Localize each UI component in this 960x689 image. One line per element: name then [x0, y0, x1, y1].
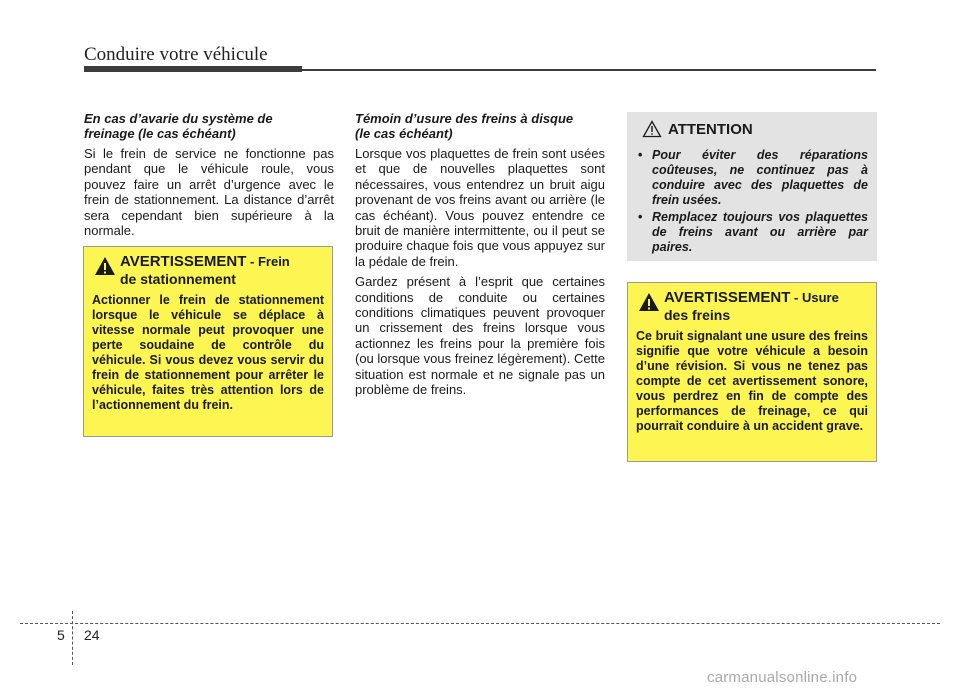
warning-title-sub-line2: de stationnement — [120, 271, 236, 287]
warning-text: Ce bruit signalant une usure des freins signifie que votre véhicule a besoin d’une révision. Si vous ne tenez pas compte de cet avertissement sonore, vous perdrez en fin de compte des performances de freinage, ce qui pourrait conduire à un accident grave. — [636, 329, 868, 433]
page-number: 24 — [84, 627, 100, 643]
warning-triangle-icon — [94, 256, 116, 276]
bullet: • — [638, 148, 643, 162]
body-paragraph: Gardez présent à l’esprit que certaines conditions de conduite ou certaines conditions climatiques peuvent provoquer un crissement des freins lorsque vous actionnez les freins pour la première fois (ou lorsque vous freinez légèrement). Cette situation est normale et ne signale pas un problème de freins. — [355, 274, 606, 398]
left-column — [84, 111, 334, 243]
warning-header — [92, 253, 324, 289]
attention-box — [627, 112, 877, 261]
warning-title-dash: - — [246, 254, 258, 269]
body-paragraph: Si le frein de service ne fonctionne pas pendant que le véhicule roule, vous pouvez faire un arrêt d’urgence avec le frein de stationnement. La distance d’arrêt sera cependant bien supérieure à la normale. — [84, 146, 334, 239]
list-item — [636, 210, 868, 255]
bullet: • — [638, 210, 643, 224]
attention-header — [636, 120, 868, 142]
section-heading-brake-wear — [355, 111, 605, 141]
warning-title-dash: - — [790, 290, 802, 305]
warning-triangle-icon — [638, 292, 660, 312]
heading-line: (le cas échéant) — [355, 126, 453, 141]
header-rule-thick — [84, 66, 302, 72]
warning-title — [664, 289, 868, 324]
heading-line: En cas d’avarie du système de — [84, 111, 273, 126]
warning-header — [636, 289, 868, 325]
header-rule-thin — [302, 69, 876, 71]
warning-title-main: AVERTISSEMENT — [664, 289, 791, 306]
warning-title-sub-line2: des freins — [664, 307, 731, 323]
footer-divider — [72, 611, 73, 665]
body-paragraph: Lorsque vos plaquettes de frein sont usées et que de nouvelles plaquettes sont nécessaires, vous entendrez un bruit aigu provenant de vos freins avant ou arrière (le cas échéant). Vous pouvez entendre ce bruit de manière intermittente, ou il peut se produire chaque fois que vous appuyez sur la pédale de frein. — [355, 146, 605, 269]
warning-box-brake-wear — [627, 282, 877, 462]
warning-title — [120, 253, 324, 288]
attention-title: ATTENTION — [668, 121, 753, 138]
heading-line: freinage (le cas échéant) — [84, 126, 236, 141]
heading-line: Témoin d’usure des freins à disque — [355, 111, 574, 126]
footer-rule — [20, 623, 940, 624]
caution-triangle-icon — [642, 120, 662, 138]
page-header-title: Conduire votre véhicule — [84, 44, 268, 65]
middle-column — [355, 111, 605, 403]
warning-box-parking-brake — [83, 246, 333, 437]
list-item — [636, 148, 868, 208]
watermark-text: carmanualsonline.info — [707, 669, 858, 686]
chapter-number: 5 — [57, 627, 65, 643]
warning-title-sub: Usure — [801, 290, 839, 305]
warning-title-sub: Frein — [257, 254, 290, 269]
list-item-text: Pour éviter des réparations coûteuses, ne continuez pas à conduire avec des plaquettes de frein usées. — [652, 148, 868, 207]
attention-list — [636, 148, 868, 255]
section-heading-brake-failure — [84, 111, 334, 141]
warning-title-main: AVERTISSEMENT — [120, 253, 247, 270]
warning-text: Actionner le frein de stationnement lorsque le véhicule se déplace à vitesse normale peut provoquer une perte soudaine de contrôle du véhicule. Si vous devez vous servir du frein de stationnement pour arrêter le véhicule, faites très attention lors de l’actionnement du frein. — [92, 293, 324, 412]
list-item-text: Remplacez toujours vos plaquettes de freins avant ou arrière par paires. — [652, 210, 868, 254]
